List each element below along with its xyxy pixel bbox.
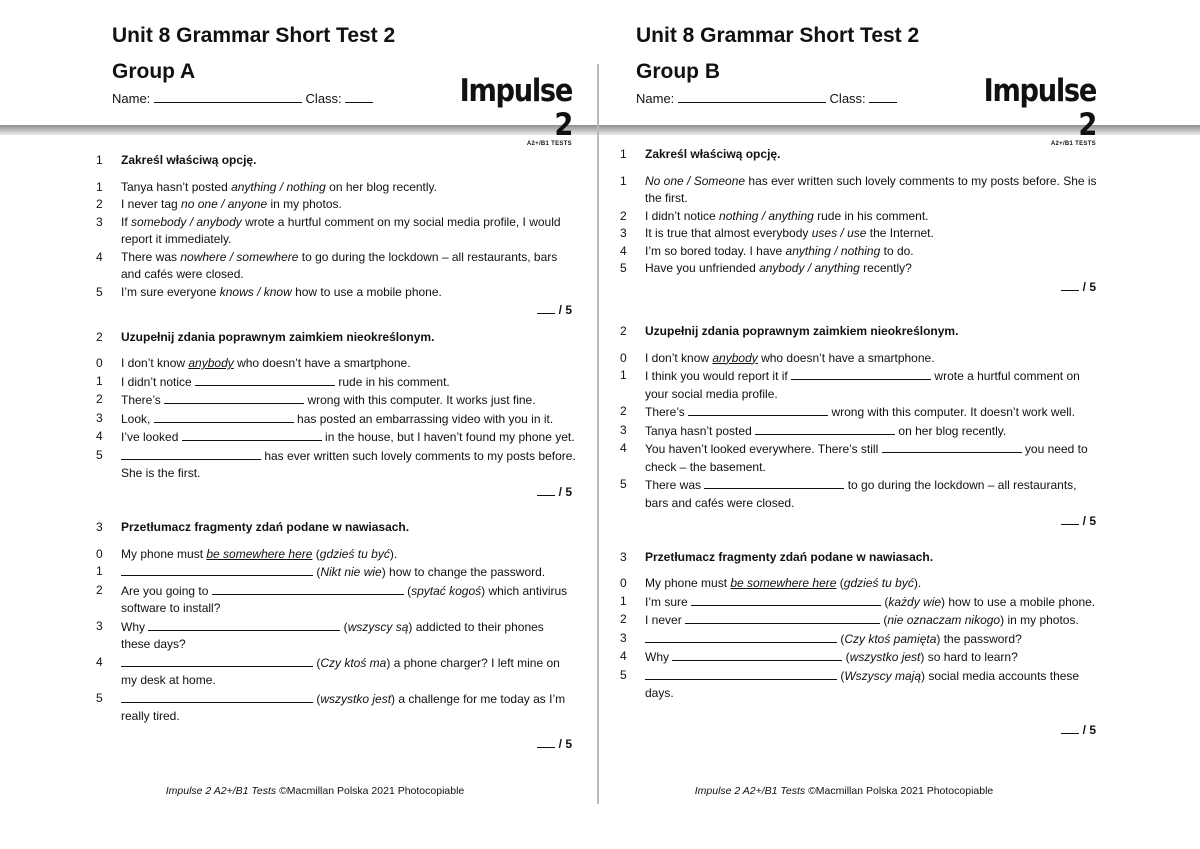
item-text: There’s wrong with this computer. It doesn’t work well. [645, 405, 1075, 419]
item-text: I think you would report it if wrote a hurtful comment on your social media profile. [645, 369, 1080, 401]
exercise-content [620, 146, 1100, 739]
list-item [96, 654, 576, 690]
list-item [96, 249, 576, 284]
page-footer: Impulse 2 A2+/B1 Tests ©Macmillan Polska 2021 Photocopiable [165, 785, 465, 797]
exercise-2-score: / 5 [96, 483, 576, 502]
list-item [620, 593, 1100, 612]
list-item [620, 611, 1100, 630]
item-text: If somebody / anybody wrote a hurtful comment on my social media profile, I would report it immediately. [121, 214, 561, 246]
exercise-1-items [96, 179, 576, 302]
item-text: You haven’t looked everywhere. There’s still you need to check – the basement. [645, 442, 1088, 474]
class-field[interactable] [345, 90, 373, 103]
item-number: 2 [96, 392, 103, 406]
polish-hint: Nikt nie wie [320, 565, 382, 579]
list-item [96, 582, 576, 618]
choice-options: somebody / anybody [131, 214, 242, 229]
item-number: 5 [96, 284, 103, 299]
impulse-logo [956, 74, 1096, 147]
polish-hint: Czy ktoś pamięta [844, 631, 937, 646]
test-page-group-b [620, 0, 1150, 849]
item-number: 5 [620, 477, 627, 491]
list-item [96, 447, 576, 483]
item-text: I never tag no one / anyone in my photos. [121, 197, 342, 211]
exercise-1-heading: 1 Zakreśl właściwą opcję. [620, 147, 781, 161]
list-item [96, 410, 576, 429]
item-text: (Nikt nie wie) how to change the password. [121, 563, 576, 582]
item-number: 4 [96, 654, 103, 669]
choice-options: no one / anyone [181, 197, 268, 211]
answer-blank[interactable] [645, 630, 837, 643]
answer-blank[interactable] [148, 618, 340, 631]
item-number: 3 [620, 630, 627, 645]
group-label: Group A [112, 60, 196, 83]
list-item [620, 667, 1100, 703]
choice-options: anything / nothing [785, 243, 881, 258]
class-field[interactable] [869, 90, 897, 103]
choice-options: uses / use [811, 226, 867, 240]
exercise-1-score: / 5 [620, 278, 1100, 297]
item-number: 4 [620, 441, 627, 455]
exercise-1-heading: 1 Zakreśl właściwą opcję. [96, 153, 257, 167]
answer-blank[interactable] [182, 428, 322, 441]
answer-blank[interactable] [672, 648, 842, 661]
polish-hint: Wszyscy mają [844, 668, 922, 683]
logo-text: Impulse 2 [983, 73, 1096, 143]
page-title: Unit 8 Grammar Short Test 2 [636, 24, 920, 47]
name-field[interactable] [154, 90, 302, 103]
item-number: 4 [96, 249, 103, 264]
item-text: (Czy ktoś pamięta) the password? [645, 630, 1100, 649]
exercise-2-items [620, 367, 1100, 512]
item-number: 1 [620, 368, 627, 382]
list-item [620, 243, 1100, 261]
item-number: 2 [96, 197, 103, 211]
list-item [620, 422, 1100, 441]
exercise-3-score: / 5 [620, 721, 1100, 740]
item-number: 5 [96, 690, 103, 705]
item-number: 1 [620, 173, 627, 188]
answer-blank[interactable] [685, 611, 880, 624]
impulse-logo [432, 74, 572, 147]
item-text: (wszystko jest) a challenge for me today as I’m really tired. [121, 691, 566, 723]
answer-blank[interactable] [195, 373, 335, 386]
list-item [96, 690, 576, 726]
item-text: I’m sure (każdy wie) how to use a mobile phone. [645, 594, 1096, 609]
name-class-line [636, 90, 897, 106]
polish-hint: każdy wie [888, 594, 942, 609]
item-number: 5 [96, 447, 103, 462]
exercise-1-items [620, 173, 1100, 278]
item-number: 1 [96, 373, 103, 388]
list-item [620, 260, 1100, 278]
item-number: 4 [620, 243, 627, 258]
item-number: 2 [620, 404, 627, 418]
item-text: Look, has posted an embarrassing video with you in it. [121, 411, 554, 426]
choice-options: No one / Someone [645, 173, 746, 188]
answer-blank[interactable] [164, 391, 304, 404]
list-item [620, 403, 1100, 422]
item-text: Why (wszyscy są) addicted to their phones these days? [121, 619, 544, 651]
exercise-3-items [96, 563, 576, 726]
exercise-3-items [620, 593, 1100, 703]
item-number: 5 [620, 667, 627, 682]
item-text: Why (wszystko jest) so hard to learn? [645, 650, 1018, 664]
name-class-line [112, 90, 373, 106]
item-text: I didn’t notice nothing / anything rude in his comment. [645, 208, 929, 223]
exercise-2-example: 0 I don’t know anybody who doesn’t have a smartphone. [620, 350, 935, 365]
list-item [96, 428, 576, 447]
polish-hint: Czy ktoś ma [320, 655, 387, 670]
choice-options: knows / know [219, 284, 292, 299]
item-text: I’m sure everyone knows / know how to use a mobile phone. [121, 284, 442, 299]
item-number: 1 [96, 564, 103, 578]
list-item [96, 179, 576, 197]
list-item [620, 630, 1100, 649]
polish-hint: wszystko jest [849, 650, 921, 664]
choice-options: anybody / anything [759, 261, 860, 275]
exercise-2-heading: 2 Uzupełnij zdania poprawnym zaimkiem nieokreślonym. [96, 329, 435, 344]
item-number: 4 [96, 429, 103, 443]
item-text: I didn’t notice rude in his comment. [121, 374, 450, 389]
list-item [96, 373, 576, 392]
exercise-2-example: 0 I don’t know anybody who doesn’t have a smartphone. [96, 356, 411, 370]
choice-options: anything / nothing [231, 179, 326, 194]
item-number: 3 [96, 618, 103, 633]
item-text: I never (nie oznaczam nikogo) in my photos. [645, 613, 1079, 627]
list-item [620, 225, 1100, 243]
choice-options: nothing / anything [719, 208, 814, 223]
item-number: 2 [620, 208, 627, 223]
answer-blank[interactable] [688, 403, 828, 416]
exercise-2-heading: 2 Uzupełnij zdania poprawnym zaimkiem nieokreślonym. [620, 324, 959, 338]
item-text: (Czy ktoś ma) a phone charger? I left mine on my desk at home. [121, 655, 560, 687]
polish-hint: wszystko jest [320, 691, 392, 706]
answer-blank[interactable] [645, 667, 837, 680]
item-text: It is true that almost everybody uses / use the Internet. [645, 226, 934, 240]
polish-hint: nie oznaczam nikogo [887, 613, 1001, 627]
answer-blank[interactable] [121, 447, 261, 460]
list-item [620, 648, 1100, 667]
polish-hint: spytać kogoś [411, 583, 482, 598]
page-footer: Impulse 2 A2+/B1 Tests ©Macmillan Polska 2021 Photocopiable [694, 785, 994, 797]
item-number: 3 [620, 226, 627, 240]
list-item [620, 440, 1100, 476]
list-item [620, 173, 1100, 208]
answer-blank[interactable] [755, 422, 895, 435]
exercise-1-score: / 5 [96, 301, 576, 320]
test-page-group-a [96, 0, 626, 849]
list-item [620, 208, 1100, 226]
exercise-3-heading: 3 Przetłumacz fragmenty zdań podane w nawiasach. [620, 549, 934, 564]
name-label: Name: [112, 91, 151, 106]
list-item [620, 367, 1100, 403]
list-item [96, 214, 576, 249]
list-item [620, 476, 1100, 512]
item-text: I’ve looked in the house, but I haven’t found my phone yet. [121, 430, 575, 444]
list-item [96, 563, 576, 582]
answer-blank[interactable] [121, 690, 313, 703]
list-item [96, 284, 576, 302]
list-item [96, 391, 576, 410]
item-number: 2 [620, 612, 627, 626]
item-number: 1 [620, 593, 627, 608]
name-label: Name: [636, 91, 675, 106]
item-number: 4 [620, 649, 627, 663]
item-number: 5 [620, 261, 627, 275]
answer-blank[interactable] [882, 440, 1022, 453]
item-text: Have you unfriended anybody / anything recently? [645, 261, 912, 275]
list-item [96, 618, 576, 654]
group-label: Group B [636, 60, 720, 83]
list-item [96, 196, 576, 214]
exercise-content [96, 152, 576, 753]
item-number: 3 [620, 422, 627, 437]
item-number: 2 [96, 582, 103, 597]
class-label: Class: [305, 91, 342, 106]
answer-blank[interactable] [121, 654, 313, 667]
item-number: 3 [96, 214, 103, 229]
item-text: There’s wrong with this computer. It works just fine. [121, 393, 536, 407]
item-text: Tanya hasn’t posted on her blog recently. [645, 423, 1007, 438]
exercise-3-example: 0 My phone must be somewhere here (gdzieś tu być). [620, 576, 922, 590]
item-text: (Wszyscy mają) social media accounts these days. [645, 668, 1080, 700]
item-number: 1 [96, 179, 103, 194]
item-text: has ever written such lovely comments to my posts before. She is the first. [121, 448, 576, 480]
choice-options: nowhere / somewhere [180, 249, 299, 264]
answer-blank[interactable] [212, 582, 404, 595]
answer-blank[interactable] [791, 367, 931, 380]
item-number: 3 [96, 410, 103, 425]
item-text: Are you going to (spytać kogoś) which antivirus software to install? [121, 583, 568, 615]
answer-blank[interactable] [154, 410, 294, 423]
item-text: Tanya hasn’t posted anything / nothing on her blog recently. [121, 179, 438, 194]
exercise-3-heading: 3 Przetłumacz fragmenty zdań podane w nawiasach. [96, 520, 410, 534]
item-text: I’m so bored today. I have anything / nothing to do. [645, 243, 914, 258]
class-label: Class: [829, 91, 866, 106]
page-title: Unit 8 Grammar Short Test 2 [112, 24, 396, 47]
item-text: No one / Someone has ever written such lovely comments to my posts before. She is the first. [645, 173, 1097, 205]
answer-blank[interactable] [704, 476, 844, 489]
answer-blank[interactable] [691, 593, 881, 606]
answer-blank[interactable] [121, 563, 313, 576]
name-field[interactable] [678, 90, 826, 103]
item-text: There was to go during the lockdown – all restaurants, bars and cafés were closed. [645, 478, 1077, 510]
exercise-3-score: / 5 [96, 735, 576, 754]
logo-subtext: A2+/B1 TESTS [1050, 141, 1096, 147]
exercise-2-items [96, 373, 576, 483]
polish-hint: wszyscy są [347, 619, 409, 634]
exercise-3-example: 0 My phone must be somewhere here (gdzieś tu być). [96, 546, 398, 561]
logo-text: Impulse 2 [459, 73, 572, 143]
item-text: There was nowhere / somewhere to go during the lockdown – all restaurants, bars and cafés were closed. [121, 249, 558, 281]
logo-subtext: A2+/B1 TESTS [526, 141, 572, 147]
exercise-2-score: / 5 [620, 512, 1100, 531]
